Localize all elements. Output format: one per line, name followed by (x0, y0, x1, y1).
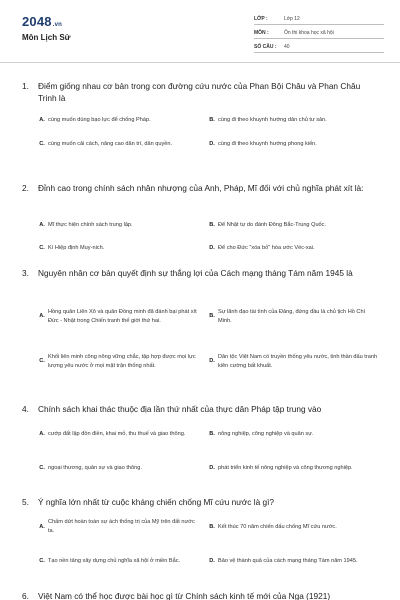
option-letter: B. (209, 430, 215, 437)
option-text: nông nghiệp, công nghiệp và quân sự. (218, 430, 314, 437)
option-letter: C. (39, 244, 45, 251)
logo-suffix: .vn (52, 22, 63, 28)
option-c[interactable] (36, 135, 198, 153)
meta-label: LỚP : (254, 16, 268, 22)
option-b[interactable] (206, 518, 378, 536)
option-text: ngoại thương, quân sự và giao thông. (48, 464, 142, 471)
question-1 (22, 80, 378, 147)
meta-label: SỐ CÂU : (254, 44, 277, 50)
option-text: cướp đất lập đồn điền, khai mỏ, thu thuế và giao thông. (48, 430, 186, 437)
option-text: Hồng quân Liên Xô và quân Đồng minh đã đánh bại phát xít Đức - Nhật trong Chiến tranh thế giới thứ hai. (48, 308, 197, 324)
option-letter: C. (39, 464, 45, 471)
question-number: 4. (22, 404, 29, 414)
option-letter: A. (39, 313, 45, 319)
option-text: cùng muốn cải cách, nâng cao dân trí, dân quyền. (48, 140, 173, 147)
option-text: Để Nhật tự do đánh Đông Bắc-Trung Quốc. (218, 221, 327, 228)
option-letter: D. (209, 140, 215, 147)
question-text: Chính sách khai thác thuộc địa lần thứ nhất của thực dân Pháp tập trung vào (38, 404, 322, 414)
option-b[interactable] (206, 429, 378, 439)
option-a[interactable] (36, 518, 198, 536)
question-title (22, 590, 378, 600)
meta-value: 40 (284, 44, 290, 50)
question-number: 1. (22, 81, 29, 91)
option-a[interactable] (36, 425, 198, 443)
option-text: phát triển kinh tế nông nghiệp và công thương nghiệp. (218, 464, 353, 471)
option-a[interactable] (36, 111, 198, 129)
question-title (22, 403, 378, 415)
option-letter: B. (209, 116, 215, 123)
page-header (0, 0, 400, 62)
question-number: 3. (22, 268, 29, 278)
question-title (22, 496, 378, 508)
option-letter: C. (39, 557, 45, 564)
option-text: Để cho Đức "xóa bỏ" hòa ước Véc-xai. (218, 244, 315, 251)
question-title (22, 80, 378, 104)
option-text: cùng đi theo khuynh hướng dân chủ tư sản. (218, 116, 327, 123)
meta-class-row (254, 14, 384, 25)
option-d[interactable] (206, 243, 378, 253)
option-b[interactable] (206, 220, 378, 230)
question-title (22, 182, 378, 194)
question-2 (22, 182, 378, 251)
option-c[interactable] (36, 348, 206, 375)
option-d[interactable] (206, 135, 378, 153)
question-5 (22, 496, 378, 564)
question-number: 2. (22, 183, 29, 193)
option-a[interactable] (36, 303, 206, 330)
option-letter: D. (209, 358, 215, 364)
option-letter: D. (209, 557, 215, 564)
question-number: 5. (22, 497, 29, 507)
question-text: Đỉnh cao trong chính sách nhân nhượng của Anh, Pháp, Mĩ đối với chủ nghĩa phát xít là: (38, 183, 364, 193)
question-3 (22, 267, 378, 369)
meta-value: Ôn thi khoa học xã hội (284, 30, 334, 36)
option-d[interactable] (206, 552, 378, 570)
option-letter: A. (39, 116, 45, 123)
meta-subject-row (254, 28, 384, 39)
option-b[interactable] (206, 111, 378, 129)
option-letter: A. (39, 430, 45, 437)
option-letter: B. (209, 221, 215, 228)
subject-title: Môn Lịch Sử (22, 33, 71, 42)
meta-value: Lớp 12 (284, 16, 300, 22)
question-4 (22, 403, 378, 471)
question-number: 6. (22, 591, 29, 600)
option-b[interactable] (206, 303, 378, 330)
question-text: Việt Nam có thể học được bài học gì từ Chính sách kinh tế mới của Nga (1921) (38, 591, 331, 600)
option-d[interactable] (206, 348, 378, 375)
option-d[interactable] (206, 459, 378, 477)
option-text: cùng muốn dùng bạo lực để chống Pháp. (48, 116, 151, 123)
option-text: Chấm dứt hoàn toàn sự ách thống trị của Mỹ trên đất nước ta. (48, 519, 195, 534)
option-letter: C. (39, 140, 45, 147)
logo-text: 2048 (22, 14, 52, 29)
option-text: cùng đi theo khuynh hướng phong kiến. (218, 140, 317, 147)
option-letter: A. (39, 523, 45, 530)
option-letter: D. (209, 244, 215, 251)
exam-meta (254, 14, 384, 56)
option-text: Kí Hiệp định Muy-nich. (48, 244, 105, 251)
meta-label: MÔN : (254, 30, 269, 36)
option-text: Sự lãnh đạo tài tình của Đảng, đứng đầu là chủ tịch Hồ Chí Minh. (218, 308, 366, 324)
meta-count-row (254, 42, 384, 53)
option-text: Tạo nền tảng xây dựng chủ nghĩa xã hội ở miền Bắc. (48, 557, 181, 564)
option-letter: B. (209, 313, 215, 319)
question-title (22, 267, 378, 279)
option-a[interactable] (36, 220, 198, 230)
header-divider (0, 62, 400, 63)
option-letter: D. (209, 464, 215, 471)
option-c[interactable] (36, 463, 198, 473)
option-c[interactable] (36, 552, 198, 570)
option-text: Dân tộc Việt Nam có truyền thống yêu nước, tinh thần đấu tranh kiên cường bất khuất. (218, 353, 378, 369)
option-text: Mĩ thực hiện chính sách trung lập. (48, 221, 133, 228)
site-logo[interactable] (22, 14, 62, 29)
option-text: Kết thúc 70 năm chiến đấu chống Mĩ cứu nước. (218, 523, 337, 530)
option-c[interactable] (36, 243, 198, 253)
question-6 (22, 590, 378, 600)
question-text: Nguyên nhân cơ bản quyết định sự thắng lợi của Cách mạng tháng Tám năm 1945 là (38, 268, 353, 278)
question-text: Ý nghĩa lớn nhất từ cuộc kháng chiến chống Mĩ cứu nước là gì? (38, 497, 275, 507)
option-letter: C. (39, 358, 45, 364)
option-text: Bảo vệ thành quả của cách mạng tháng Tám năm 1945. (218, 557, 358, 564)
question-text: Điểm giống nhau cơ bản trong con đường cứu nước của Phan Bội Châu và Phan Châu Trinh là (38, 81, 361, 103)
option-text: Khối liên minh công nông vững chắc, tập hợp được mọi lực lượng yêu nước ở mọi mặt trận thống nhất. (48, 353, 196, 369)
option-letter: A. (39, 221, 45, 228)
option-letter: B. (209, 523, 215, 530)
